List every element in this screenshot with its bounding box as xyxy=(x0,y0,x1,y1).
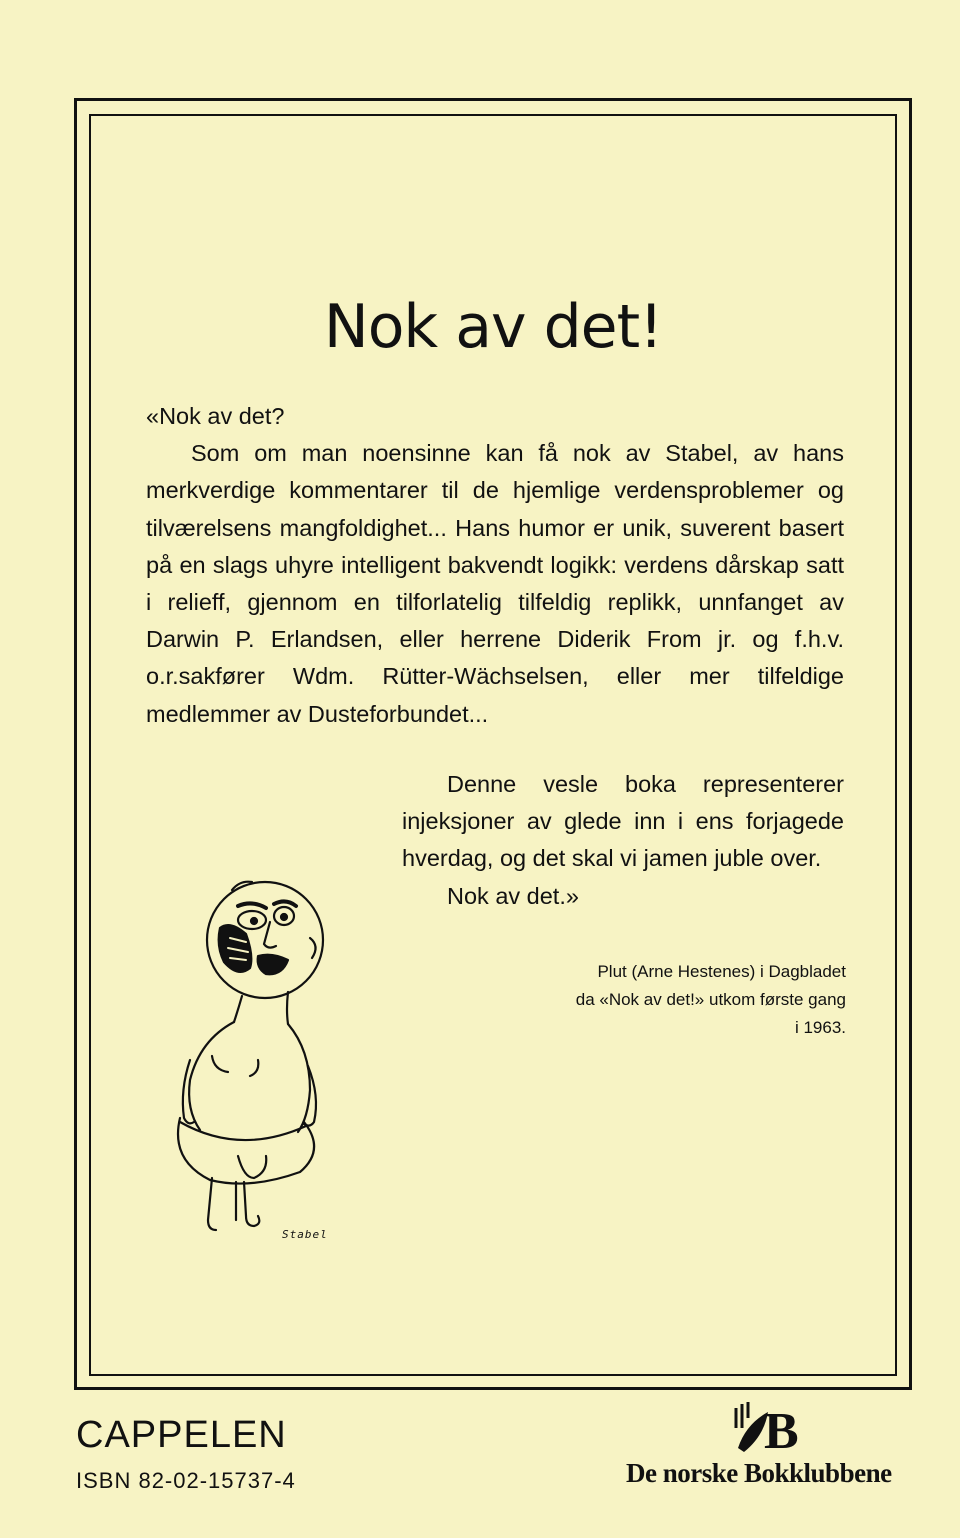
bokklubbene-logo-letter: B xyxy=(764,1403,799,1458)
quote-opening: «Nok av det? xyxy=(146,403,285,429)
illustration-signature: Stabel xyxy=(282,1228,328,1241)
attribution-line-3: i 1963. xyxy=(794,1018,846,1037)
bokklubbene-logo xyxy=(734,1398,814,1463)
attribution-line-2: da «Nok av det!» utkom første gang xyxy=(575,990,846,1009)
publisher-name: CAPPELEN xyxy=(76,1414,287,1456)
book-title: Nok av det! xyxy=(323,292,663,362)
quote-second-paragraph: Denne vesle boka representerer injeksjoner av glede inn i ens forjagede hverdag, og det skal vi jamen juble over. xyxy=(402,771,844,872)
quote-main-paragraph: Som om man noensinne kan få nok av Stabel, av hans merkverdige kommentarer til de hjemlige verdensproblemer og tilværelsens mangfoldighet... Hans humor er unik, suverent basert på en slags uhyre intelligent bakvendt logikk: verdens dårskap satt i relieff, gjennom en tilforlatelig tilfeldig replikk, unnfanget av Darwin P. Erlandsen, eller herrene Diderik From jr. og f.h.v. o.r.sakfører Wdm. Rütter-Wächselsen, eller mer tilfeldige medlemmer av Dusteforbundet... xyxy=(146,440,844,727)
bookclub-name: De norske Bokklubbene xyxy=(626,1458,892,1488)
attribution-line-1: Plut (Arne Hestenes) i Dagbladet xyxy=(597,962,846,981)
attribution xyxy=(520,958,846,1042)
quote-closing: Nok av det.» xyxy=(447,882,579,909)
quote-body xyxy=(146,398,844,733)
quote-second-block xyxy=(402,766,844,915)
isbn-number: ISBN 82-02-15737-4 xyxy=(76,1468,296,1493)
cartoon-figure-icon xyxy=(150,860,370,1265)
